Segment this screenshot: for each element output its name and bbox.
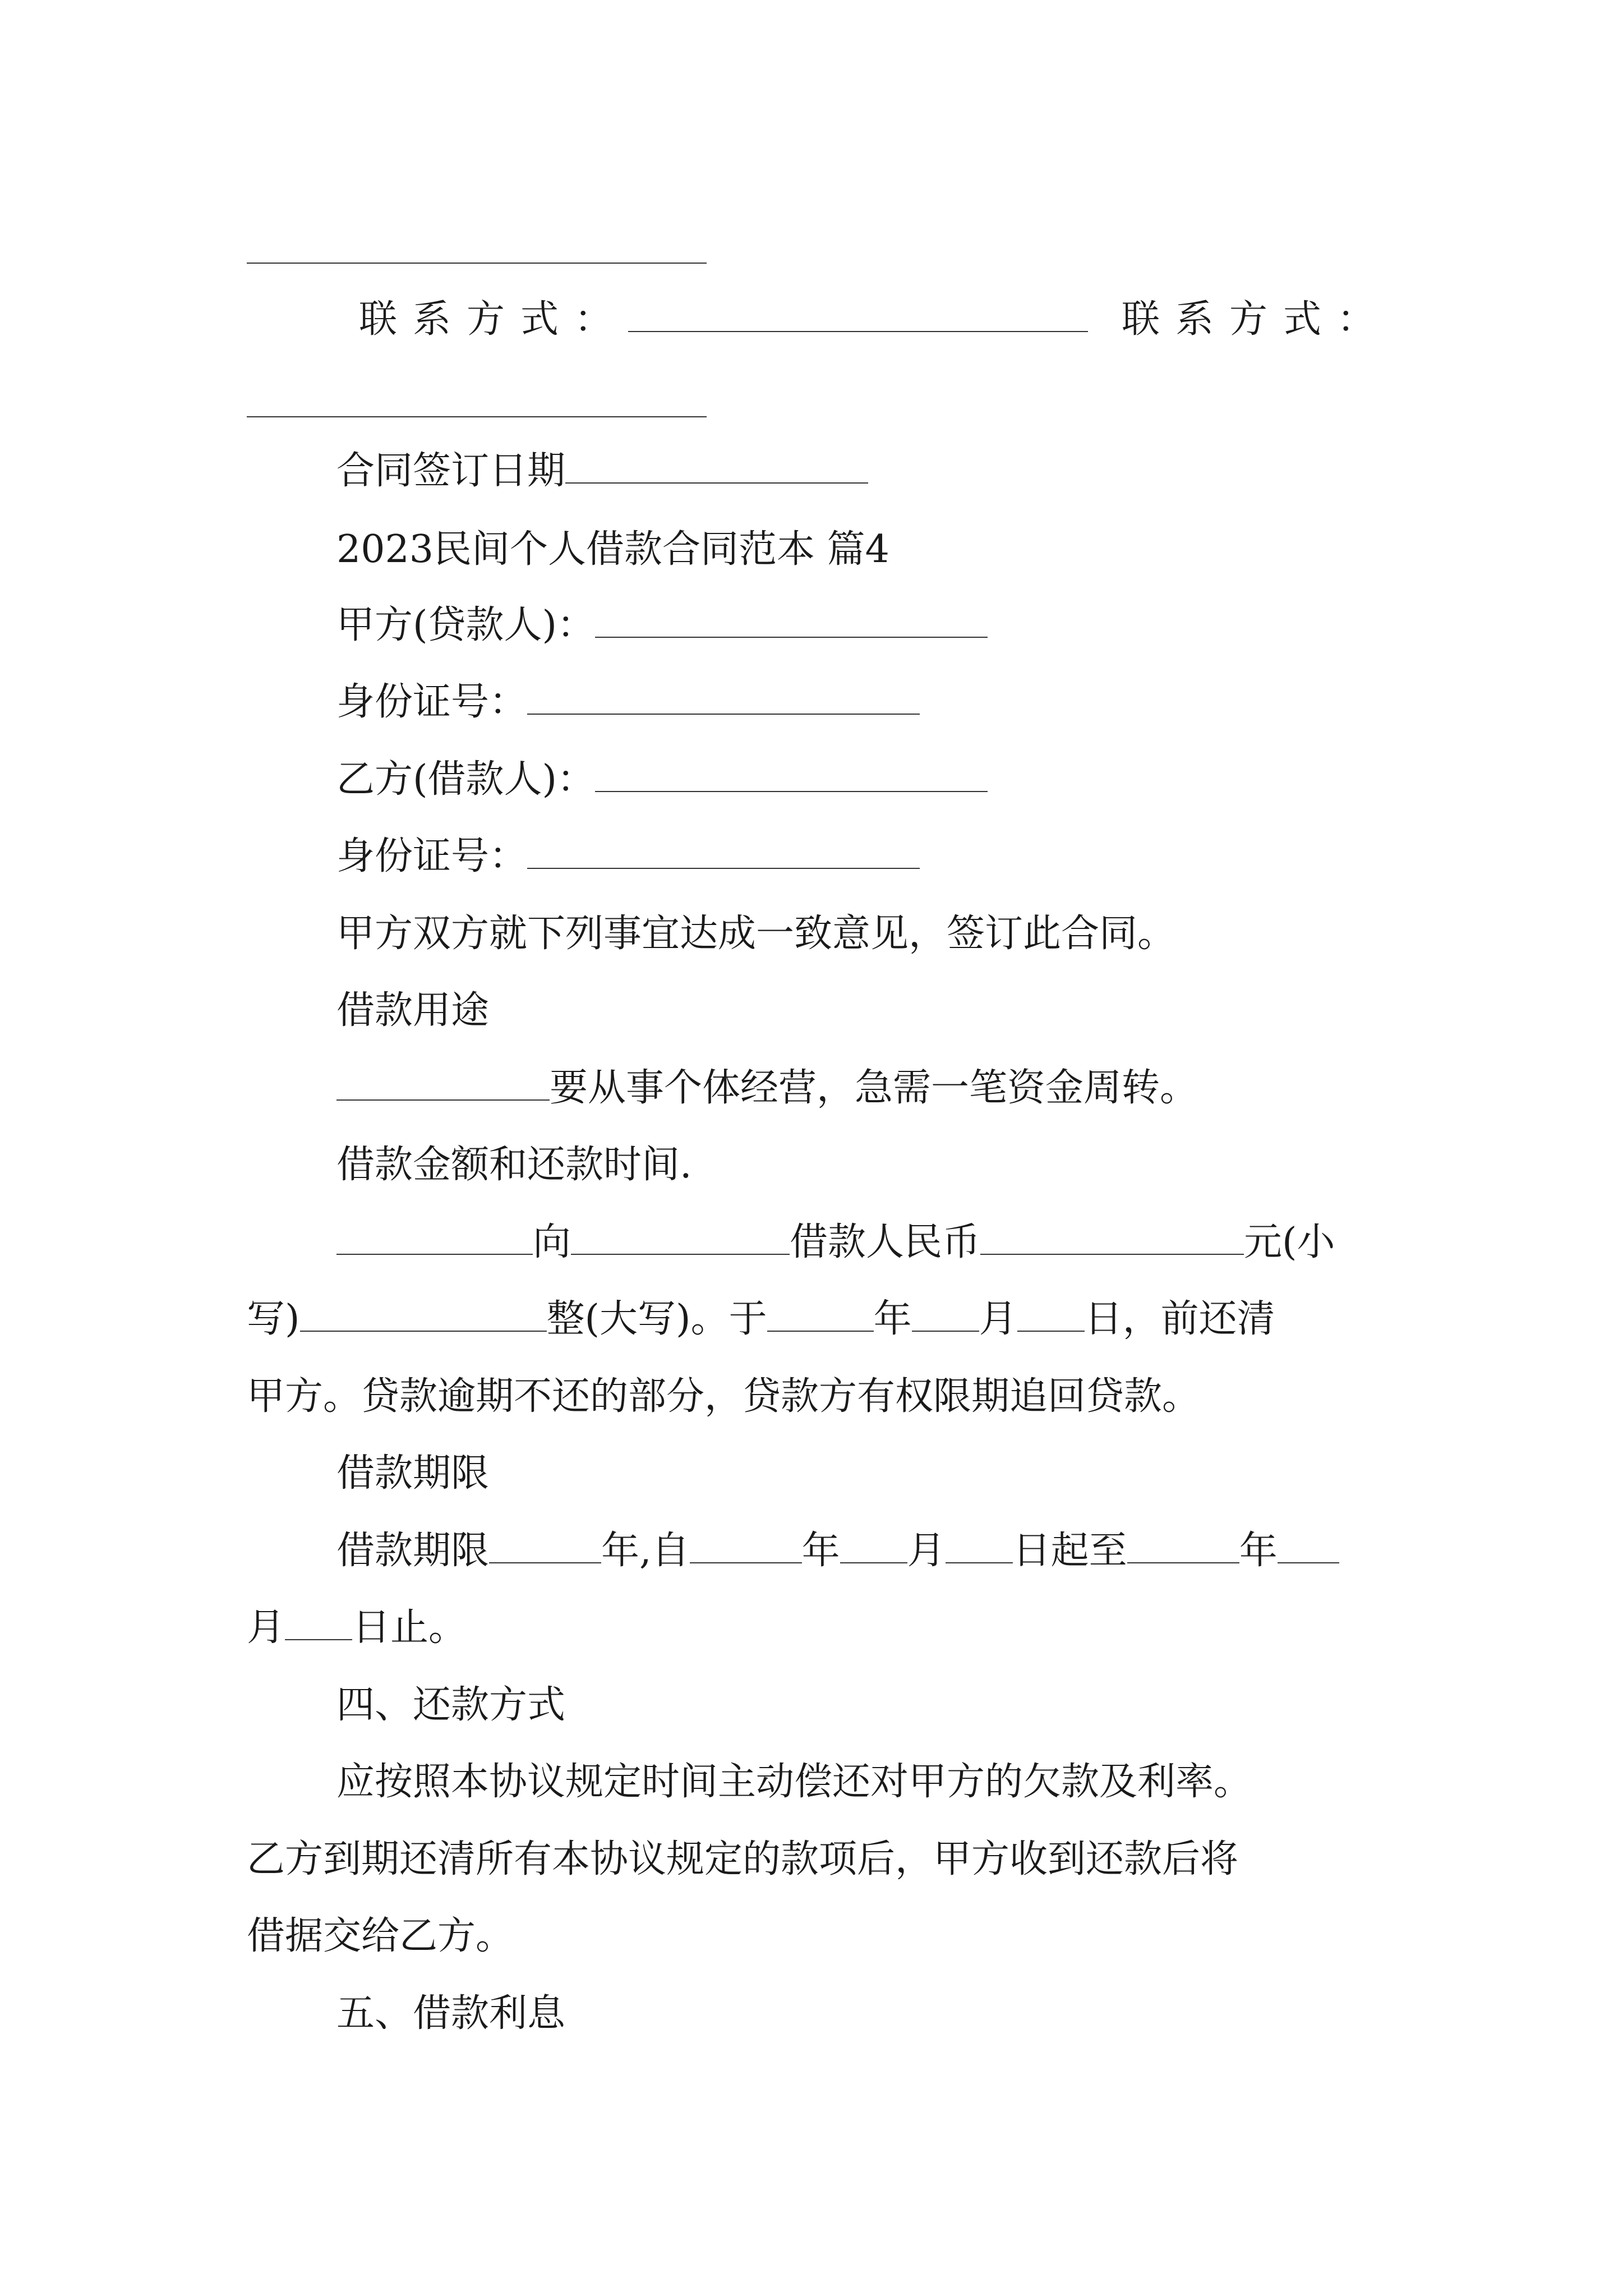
term-row-2 [247,1605,467,1650]
start-year-blank [690,1530,802,1563]
borrower-blank [571,1221,790,1255]
purpose-row [336,1066,1198,1111]
id-a-label: 身份证号： [336,680,528,724]
purpose-text: 要从事个体经营，急需一笔资金周转。 [550,1066,1198,1110]
repay-heading: 四、还款方式 [336,1683,566,1727]
term-word-rizhi: 日止。 [352,1605,467,1650]
amount-word-jiekuan: 借款人民币 [790,1220,981,1264]
amount-word-yuan: 元(小 [1244,1220,1335,1264]
term-years-blank [489,1530,601,1563]
amount-row-1 [336,1220,1335,1265]
contact-blank-left [628,298,1088,332]
party-b-blank [595,758,988,792]
amount-row-3: 甲方。贷款逾期不还的部分，贷款方有权限期追回贷款。 [247,1374,1201,1419]
id-a-blank [527,681,920,715]
id-b-label: 身份证号： [336,834,528,878]
blank-line [247,263,707,264]
term-word-yue: 月 [907,1529,946,1573]
start-day-blank [946,1530,1013,1563]
lender-blank [336,1221,533,1255]
amount-word-xiang: 向 [533,1220,571,1264]
amount-small-blank [980,1221,1244,1255]
repay-day-blank [1017,1298,1085,1332]
contact-label-right: 联系方式： [1122,297,1391,342]
party-a-row [336,603,988,648]
party-b-row [336,757,988,802]
contact-label-left: 联系方式： [359,297,629,342]
repay-month-blank [912,1298,979,1332]
repay-text-1: 应按照本协议规定时间主动偿还对甲方的欠款及利率。 [336,1760,1252,1804]
id-b-blank [527,835,920,869]
term-row-1 [336,1529,1339,1573]
amount-big-blank [300,1298,547,1332]
sign-date-label: 合同签订日期 [336,449,566,493]
repay-text-3: 借据交给乙方。 [247,1914,514,1958]
id-a-row [336,680,920,725]
purpose-blank [336,1067,550,1101]
contact-row [359,297,1391,342]
term-word-riqizhi: 日起至 [1012,1529,1127,1573]
end-month-blank [1278,1530,1339,1563]
term-heading: 借款期限 [336,1451,490,1496]
interest-heading: 五、借款利息 [336,1991,566,2036]
amount-word-nian: 年 [873,1297,912,1341]
repay-text-2: 乙方到期还清所有本协议规定的款项后，甲方收到还款后将 [247,1837,1239,1881]
term-word-start: 借款期限 [336,1529,490,1573]
sign-date-blank [565,450,868,484]
sign-date-row [336,449,868,494]
agreement-text: 甲方双方就下列事宜达成一致意见，签订此合同。 [336,912,1176,956]
term-word-nianzi: 年,自 [601,1529,690,1573]
amount-row-2 [247,1297,1275,1342]
start-month-blank [840,1530,907,1563]
repay-year-blank [767,1298,874,1332]
party-b-label: 乙方(借款人)： [336,757,596,802]
amount-word-xie: 写) [247,1297,300,1341]
party-a-blank [595,604,988,638]
party-a-label: 甲方(贷款人)： [336,603,596,647]
term-word-nian: 年 [801,1529,840,1573]
amount-heading: 借款金额和还款时间. [336,1143,692,1187]
id-b-row [336,834,920,879]
blank-line [247,416,707,417]
end-day-blank [285,1607,352,1640]
term-word-nian2: 年 [1239,1529,1278,1573]
term-word-yue2: 月 [247,1605,285,1650]
amount-word-zheng: 整(大写)。于 [546,1297,767,1341]
end-year-blank [1127,1530,1239,1563]
page-title: 2023民间个人借款合同范本 篇4 [336,527,889,572]
purpose-heading: 借款用途 [336,988,490,1033]
amount-word-yue: 月 [979,1297,1017,1341]
amount-word-ri: 日，前还清 [1084,1297,1275,1341]
